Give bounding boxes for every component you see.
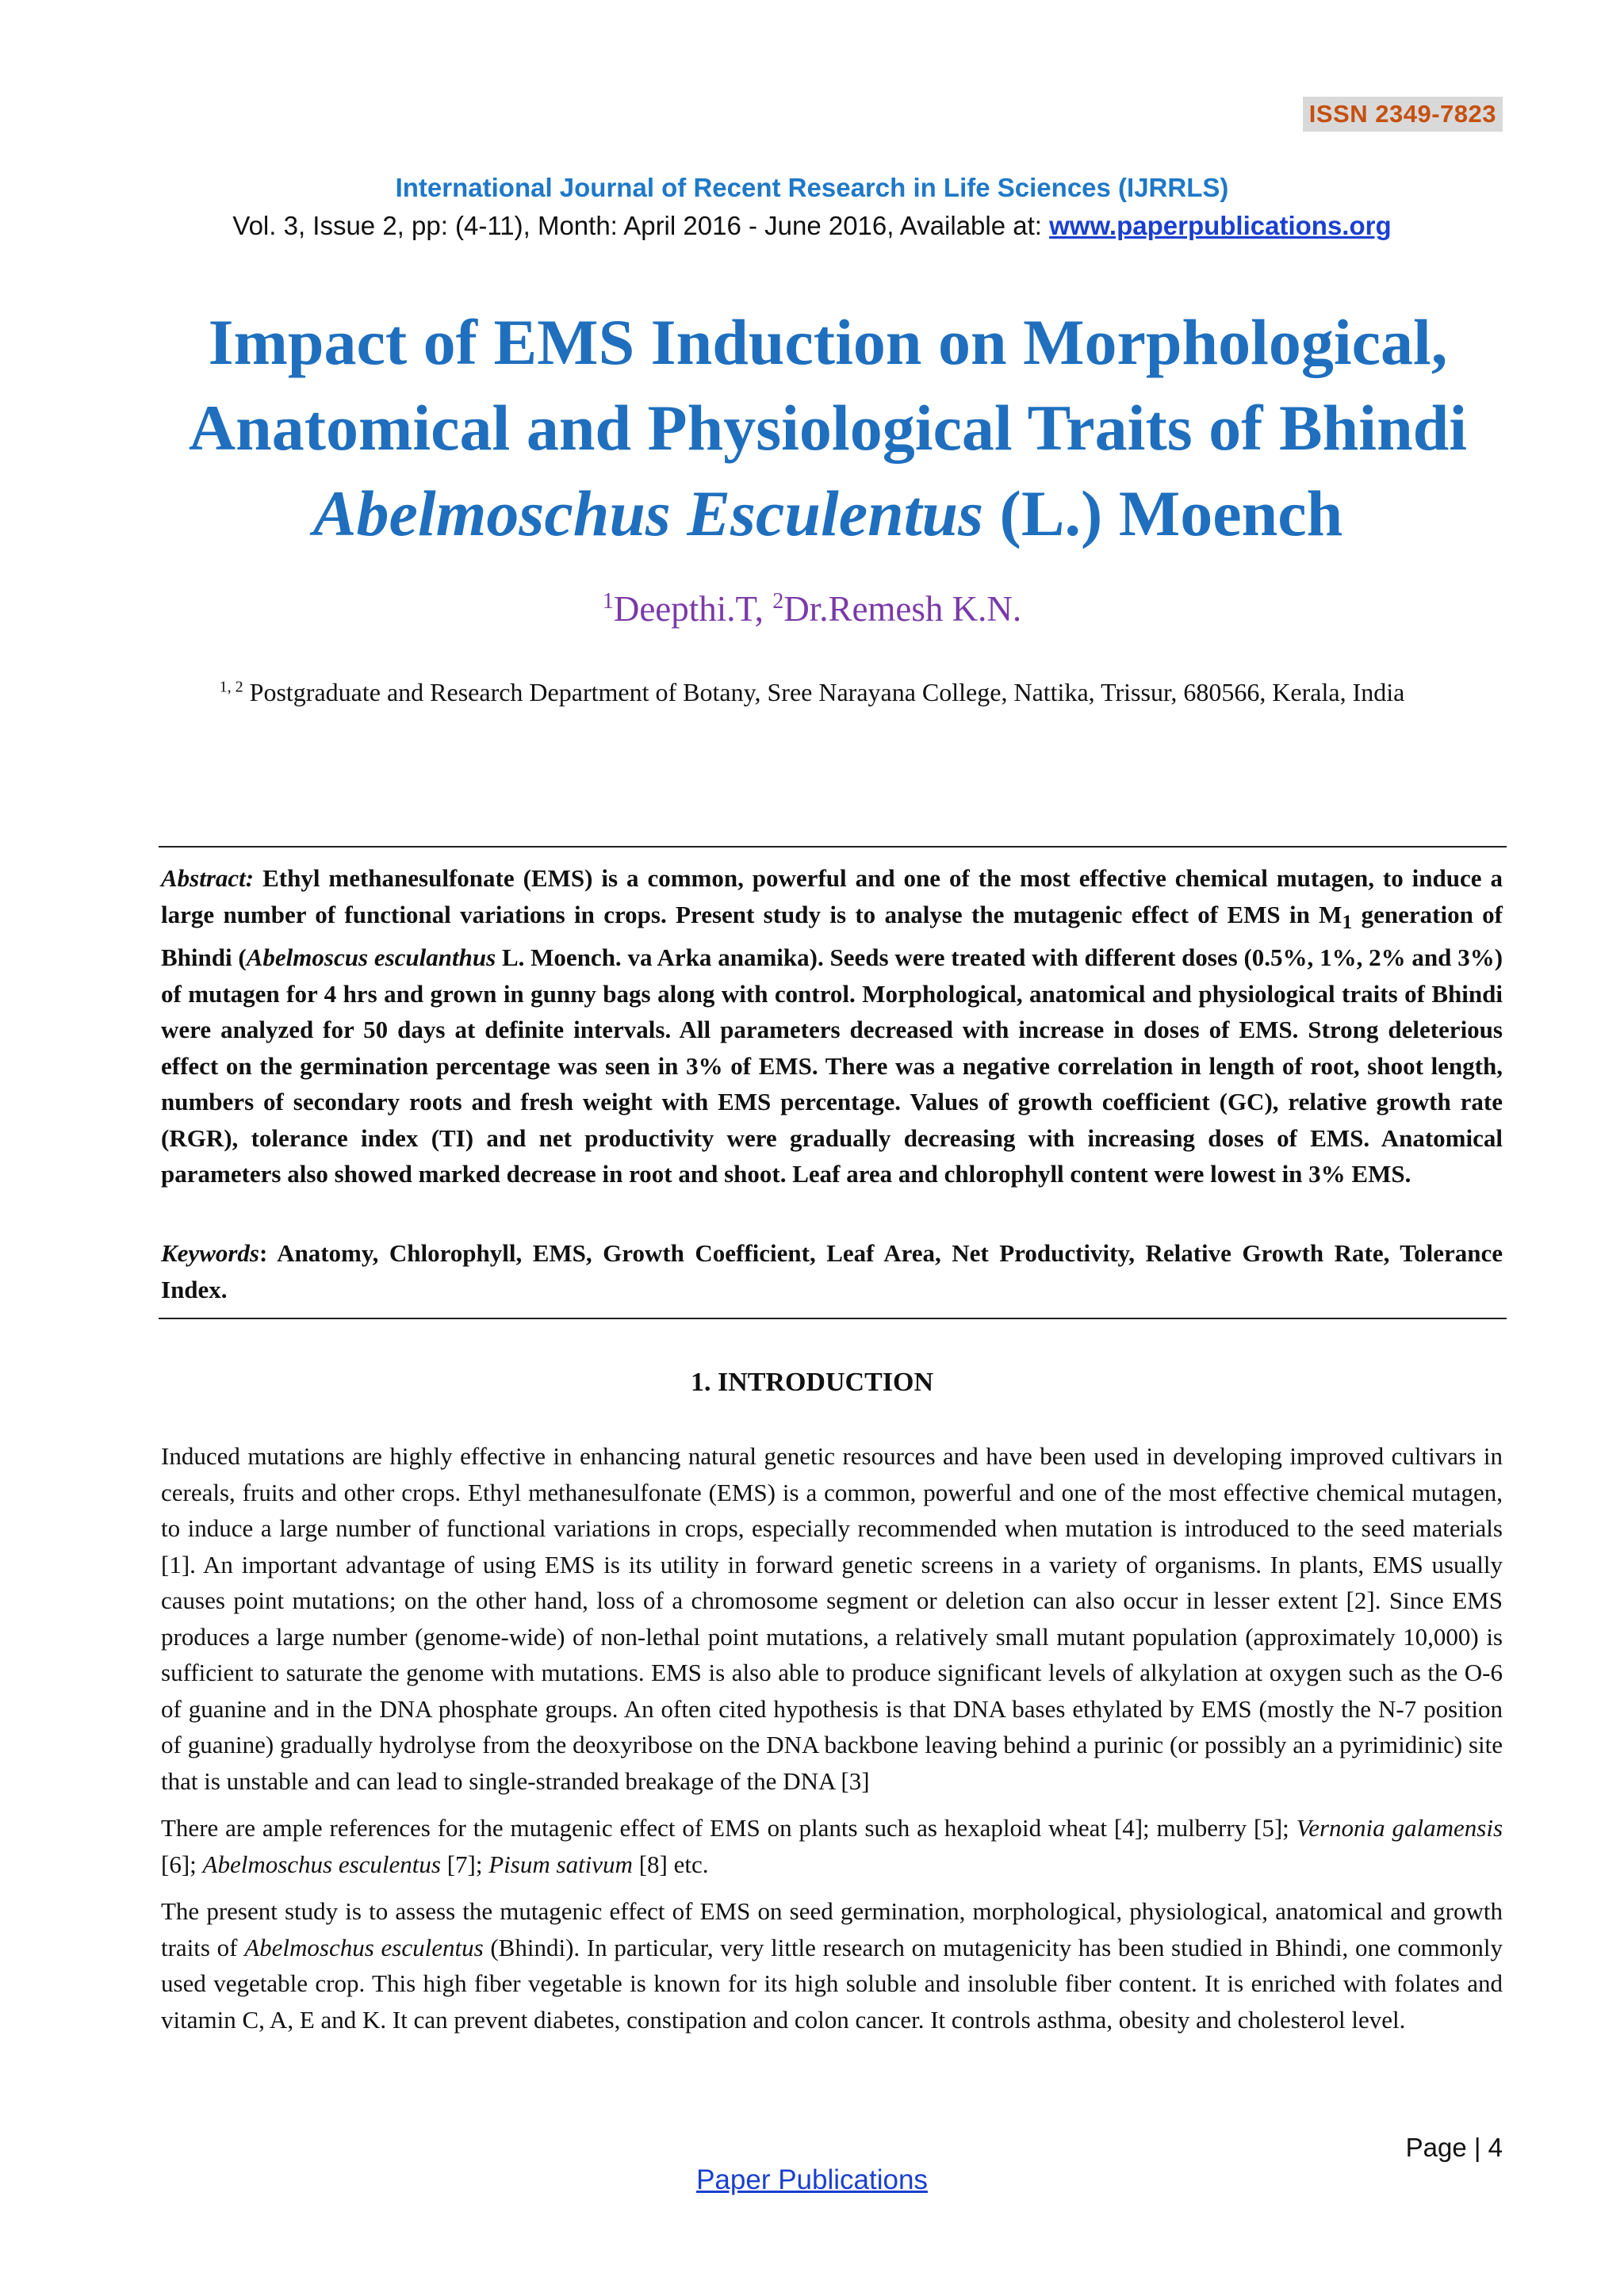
author-2-sup: 2 bbox=[772, 589, 784, 614]
intro-p2-species-3: Pisum sativum bbox=[488, 1850, 633, 1878]
keywords-label: Keywords bbox=[161, 1239, 259, 1267]
intro-paragraph-1: Induced mutations are highly effective in enhancing natural genetic resources and have been used in developing improved cultivars in cereals, fruits and other crops. Ethyl methanesulfonate (EMS) is a common, powerful and one of the most effective chemical mutagen, to induce a large number of functional variations in crops, especially recommended when mutation is introduced to the seed materials [1]. An important advantage of using EMS is its utility in forward genetic screens in a variety of organisms. In plants, EMS usually causes point mutations; on the other hand, loss of a chromosome segment or deletion can also occur in lesser extent [2]. Since EMS produces a large number (genome-wide) of non-lethal point mutations, a relatively small mutant population (approximately 10,000) is sufficient to saturate the genome with mutations. EMS is also able to produce significant levels of alkylation at oxygen such as the O-6 of guanine and in the DNA phosphate groups. An often cited hypothesis is that DNA bases ethylated by EMS (mostly the N-7 position of guanine) gradually hydrolyse from the deoxyribose on the DNA backbone leaving behind a purinic (or possibly an a pyrimidinic) site that is unstable and can lead to single-stranded breakage of the DNA [3] bbox=[161, 1442, 1503, 1795]
intro-p2-text-d: [8] etc. bbox=[632, 1850, 709, 1878]
author-2: Dr.Remesh K.N. bbox=[783, 589, 1022, 629]
intro-p2-species-2: Abelmoschus esculentus bbox=[202, 1850, 441, 1878]
affiliation-text: Postgraduate and Research Department of Botany, Sree Narayana College, Nattika, Trissur, 680566, Kerala, India bbox=[243, 678, 1405, 706]
title-line-3 bbox=[95, 471, 1561, 557]
intro-p3-text-b: (Bhindi). In particular, very little research on mutagenicity has been studied in Bhindi, one commonly used vegetable crop. This high fiber vegetable is known for its high soluble and insoluble fiber content. It is enriched with folates and vitamin C, A, E and K. It can prevent diabetes, constipation and colon cancer. It controls asthma, obesity and cholesterol level. bbox=[161, 1933, 1503, 2034]
abstract-label: Abstract: bbox=[161, 864, 255, 892]
paper-title bbox=[95, 300, 1561, 557]
intro-paragraph-3 bbox=[161, 1893, 1503, 2038]
abstract-bottom-rule bbox=[159, 1318, 1507, 1319]
abstract bbox=[161, 860, 1503, 1192]
intro-paragraph-2 bbox=[161, 1810, 1503, 1882]
title-species: Abelmoschus Esculentus bbox=[312, 477, 984, 549]
page-number: Page | 4 bbox=[1405, 2133, 1503, 2162]
intro-p2-text-a: There are ample references for the mutagenic effect of EMS on plants such as hexaploid wheat [4]; mulberry [5]; bbox=[161, 1814, 1297, 1842]
abstract-text-2: generation of Bhindi ( bbox=[161, 900, 1503, 972]
keywords bbox=[161, 1235, 1503, 1307]
abstract-text-1: Ethyl methanesulfonate (EMS) is a common, powerful and one of the most effective chemical mutagen, to induce a large number of functional variations in crops. Present study is to analyse the mutagenic effect of EMS in M bbox=[161, 864, 1503, 928]
journal-website-link[interactable]: www.paperpublications.org bbox=[1049, 211, 1392, 240]
abstract-top-rule bbox=[159, 846, 1507, 848]
introduction-body bbox=[161, 1438, 1503, 2049]
author-1: Deepthi.T, bbox=[613, 589, 773, 629]
intro-p3-text-a: The present study is to assess the mutagenic effect of EMS on seed germination, morphological, physiological, anatomical and growth traits of bbox=[161, 1897, 1503, 1961]
volume-info: Vol. 3, Issue 2, pp: (4-11), Month: April 2016 - June 2016, Available at: bbox=[232, 211, 1050, 240]
journal-name: International Journal of Recent Research in Life Sciences (IJRRLS) bbox=[395, 173, 1229, 202]
title-authority: (L.) Moench bbox=[983, 477, 1343, 549]
abstract-species: Abelmoscus esculanthus bbox=[246, 943, 496, 972]
intro-p3-species: Abelmoschus esculentus bbox=[244, 1933, 484, 1961]
abstract-text-3: L. Moench. va Arka anamika). Seeds were treated with different doses (0.5%, 1%, 2% and 3%) of mutagen for 4 hrs and grown in gunny bags along with control. Morphological, anatomical and physiological traits of Bhindi were analyzed for 50 days at definite intervals. All parameters decreased with increase in doses of EMS. Strong deleterious effect on the germination percentage was seen in 3% of EMS. There was a negative correlation in length of root, shoot length, numbers of secondary roots and fresh weight with EMS percentage. Values of growth coefficient (GC), relative growth rate (RGR), tolerance index (TI) and net productivity were gradually decreasing with increasing doses of EMS. Anatomical parameters also showed marked decrease in root and shoot. Leaf area and chlorophyll content were lowest in 3% EMS. bbox=[161, 943, 1503, 1188]
intro-p2-text-b: [6]; bbox=[161, 1850, 203, 1878]
author-1-sup: 1 bbox=[602, 589, 614, 614]
publisher-link[interactable]: Paper Publications bbox=[696, 2164, 928, 2195]
keywords-text: : Anatomy, Chlorophyll, EMS, Growth Coefficient, Leaf Area, Net Productivity, Relative Growth Rate, Tolerance Index. bbox=[161, 1239, 1503, 1303]
affiliation bbox=[0, 678, 1624, 707]
volume-line bbox=[0, 211, 1624, 241]
title-line-1: Impact of EMS Induction on Morphological, bbox=[208, 306, 1448, 378]
author-list bbox=[0, 588, 1624, 629]
footer bbox=[0, 2164, 1624, 2196]
abstract-subscript: 1 bbox=[1342, 909, 1353, 933]
section-heading-introduction: 1. INTRODUCTION bbox=[690, 1368, 934, 1397]
intro-p2-text-c: [7]; bbox=[440, 1850, 489, 1878]
issn-label: ISSN 2349-7823 bbox=[1303, 97, 1503, 132]
title-line-2: Anatomical and Physiological Traits of Bhindi bbox=[188, 392, 1468, 464]
affiliation-sup: 1, 2 bbox=[219, 678, 243, 696]
intro-p2-species-1: Vernonia galamensis bbox=[1296, 1814, 1503, 1842]
